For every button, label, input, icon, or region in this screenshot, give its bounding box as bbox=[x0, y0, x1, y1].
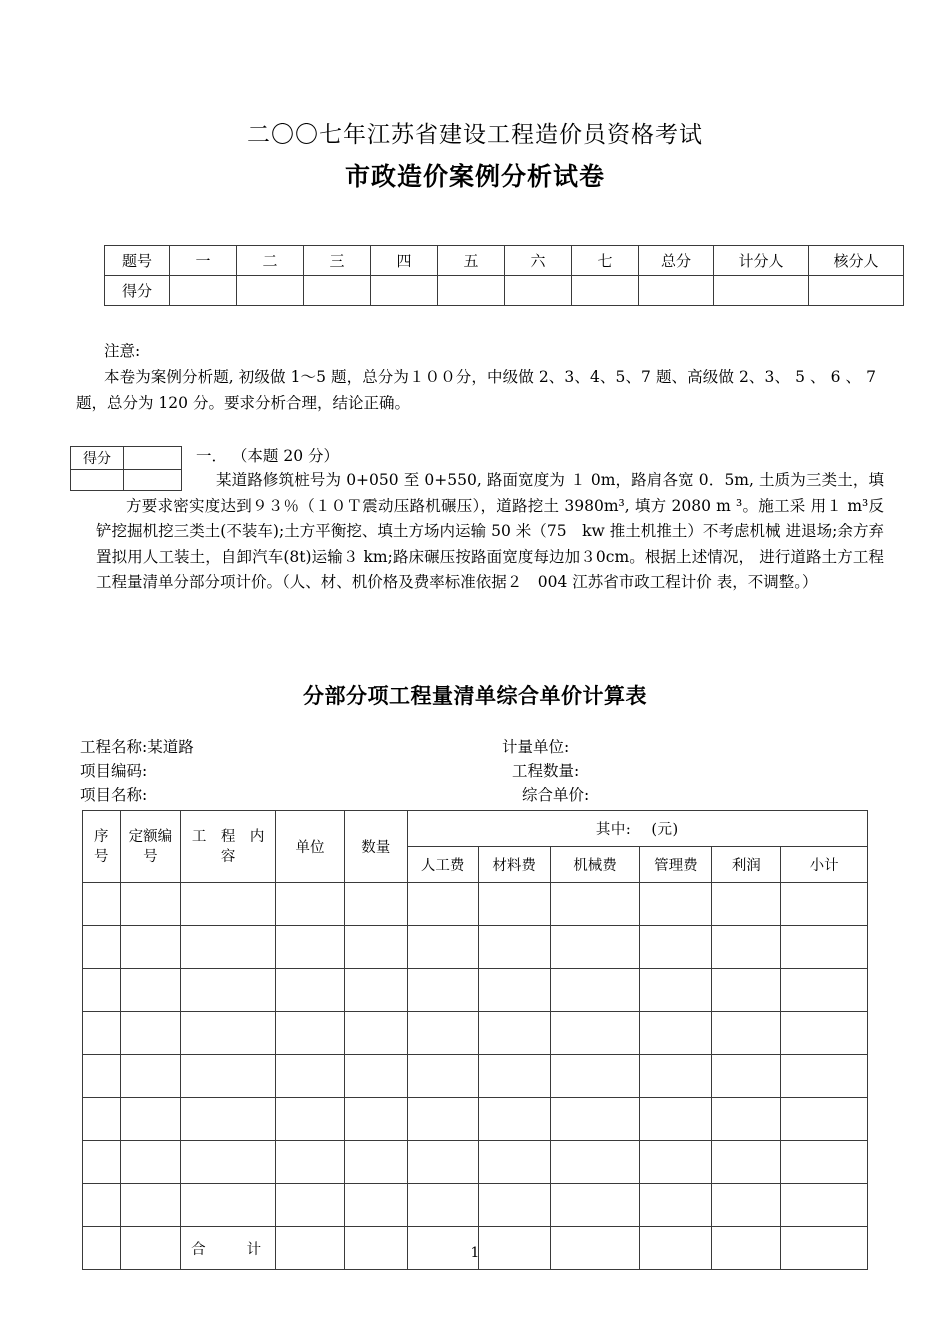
score-table-container bbox=[104, 245, 879, 306]
col-header-work-content bbox=[181, 811, 276, 883]
form-meta-row-2 bbox=[80, 759, 880, 783]
cell-sequence[interactable] bbox=[83, 1141, 121, 1184]
cell-subtotal[interactable] bbox=[781, 1184, 868, 1227]
score-header-total: 总分 bbox=[639, 246, 714, 276]
cell-subtotal[interactable] bbox=[781, 926, 868, 969]
cell-management-fee[interactable] bbox=[640, 1012, 712, 1055]
cell-profit[interactable] bbox=[712, 926, 781, 969]
table-row bbox=[83, 1012, 868, 1055]
score-header-q3: 三 bbox=[304, 246, 371, 276]
table-row bbox=[83, 1141, 868, 1184]
cell-machine-cost[interactable] bbox=[550, 1141, 640, 1184]
col-header-quota-code-line2: 号 bbox=[143, 848, 158, 865]
form-title: 分部分项工程量清单综合单价计算表 bbox=[303, 684, 647, 708]
cell-subtotal[interactable] bbox=[781, 1012, 868, 1055]
cell-unit[interactable] bbox=[276, 926, 345, 969]
cell-labor-cost[interactable] bbox=[407, 1141, 478, 1184]
cell-machine-cost[interactable] bbox=[550, 926, 640, 969]
measure-unit-label: 计量单位: bbox=[502, 738, 570, 756]
comprehensive-unit-price-field bbox=[522, 783, 589, 807]
cell-material-cost[interactable] bbox=[478, 1012, 550, 1055]
score-row-label: 得分 bbox=[105, 276, 170, 306]
page-title: 市政造价案例分析试卷 bbox=[344, 162, 605, 191]
table-header-row-1 bbox=[83, 811, 868, 847]
score-header-q2: 二 bbox=[237, 246, 304, 276]
score-cell-checker[interactable] bbox=[809, 276, 904, 306]
cell-quantity[interactable] bbox=[344, 883, 407, 926]
table-row bbox=[83, 926, 868, 969]
cell-quantity[interactable] bbox=[344, 926, 407, 969]
cell-subtotal[interactable] bbox=[781, 1055, 868, 1098]
item-name-label: 项目名称: bbox=[80, 786, 148, 804]
cell-work-content[interactable] bbox=[181, 969, 276, 1012]
cell-machine-cost[interactable] bbox=[550, 883, 640, 926]
col-header-quota-code bbox=[120, 811, 181, 883]
project-name-label: 工程名称: bbox=[80, 738, 148, 756]
col-header-machine-cost: 机械费 bbox=[550, 847, 640, 883]
table-row bbox=[71, 447, 182, 470]
notice-body: 本卷为案例分析题, 初级做 1〜5 题，总分为１００分，中级做 2、3、4、5、7 题、高级做 2、3、 5 、 6 、 7 题，总分为 120 分。要求分析合理，结论正确。 bbox=[76, 368, 876, 412]
table-row-score bbox=[105, 276, 904, 306]
col-header-sequence-line1: 序 bbox=[94, 828, 109, 845]
score-header-checker: 核分人 bbox=[809, 246, 904, 276]
cell-unit[interactable] bbox=[276, 1098, 345, 1141]
question-1-heading: 一． （本题 20 分） bbox=[196, 447, 340, 465]
cell-labor-cost[interactable] bbox=[407, 883, 478, 926]
cell-sequence[interactable] bbox=[83, 1098, 121, 1141]
score-cell-q6[interactable] bbox=[505, 276, 572, 306]
score-header-q4: 四 bbox=[371, 246, 438, 276]
cell-profit[interactable] bbox=[712, 1012, 781, 1055]
table-row bbox=[83, 1184, 868, 1227]
score-header-scorer: 计分人 bbox=[714, 246, 809, 276]
cell-work-content[interactable] bbox=[181, 1141, 276, 1184]
cell-sequence[interactable] bbox=[83, 926, 121, 969]
cell-unit[interactable] bbox=[276, 1012, 345, 1055]
cell-machine-cost[interactable] bbox=[550, 1055, 640, 1098]
notice-block bbox=[76, 338, 876, 416]
item-name-field bbox=[80, 783, 147, 807]
project-code-field bbox=[80, 759, 147, 783]
form-meta-block bbox=[80, 735, 880, 807]
cell-subtotal[interactable] bbox=[781, 883, 868, 926]
col-header-material-cost: 材料费 bbox=[478, 847, 550, 883]
cell-sequence[interactable] bbox=[83, 1055, 121, 1098]
calculation-table-container bbox=[82, 810, 868, 1270]
cell-material-cost[interactable] bbox=[478, 1141, 550, 1184]
cell-labor-cost[interactable] bbox=[407, 1012, 478, 1055]
project-name-field bbox=[80, 735, 194, 759]
cell-material-cost[interactable] bbox=[478, 969, 550, 1012]
cell-labor-cost[interactable] bbox=[407, 1055, 478, 1098]
document-title-block bbox=[0, 118, 950, 195]
table-row bbox=[83, 1098, 868, 1141]
score-cell-q4[interactable] bbox=[371, 276, 438, 306]
col-header-sequence bbox=[83, 811, 121, 883]
cell-unit[interactable] bbox=[276, 1055, 345, 1098]
exam-subtitle: 二〇〇七年江苏省建设工程造价员资格考试 bbox=[247, 122, 703, 148]
score-header-q5: 五 bbox=[438, 246, 505, 276]
cell-machine-cost[interactable] bbox=[550, 1184, 640, 1227]
cell-quota-code[interactable] bbox=[120, 1184, 181, 1227]
cell-unit[interactable] bbox=[276, 883, 345, 926]
table-row bbox=[83, 969, 868, 1012]
cell-quota-code[interactable] bbox=[120, 883, 181, 926]
score-cell-q1[interactable] bbox=[170, 276, 237, 306]
form-meta-row-1 bbox=[80, 735, 880, 759]
cell-sequence[interactable] bbox=[83, 883, 121, 926]
cell-profit[interactable] bbox=[712, 1141, 781, 1184]
cell-management-fee[interactable] bbox=[640, 1055, 712, 1098]
table-row-header bbox=[105, 246, 904, 276]
question-1-body bbox=[96, 468, 884, 596]
total-row-label: 合 计 bbox=[181, 1227, 276, 1270]
score-header-question-no: 题号 bbox=[105, 246, 170, 276]
cell-labor-cost[interactable] bbox=[407, 1098, 478, 1141]
table-row bbox=[83, 1055, 868, 1098]
score-cell-scorer[interactable] bbox=[714, 276, 809, 306]
score-table bbox=[104, 245, 904, 306]
col-header-quota-code-line1: 定额编 bbox=[128, 828, 173, 845]
cell-material-cost[interactable] bbox=[478, 1055, 550, 1098]
calculation-table-body bbox=[83, 883, 868, 1227]
col-header-quantity: 数量 bbox=[344, 811, 407, 883]
cell-subtotal[interactable] bbox=[781, 1098, 868, 1141]
cell-machine-cost[interactable] bbox=[550, 1012, 640, 1055]
cell-work-content[interactable] bbox=[181, 1184, 276, 1227]
question-1-line-3: 用１ m³反铲挖掘机挖三类土(不装车);土方平衡挖、填土方场内运输 50 米（75 kw 推土机推土）不考虑机械 bbox=[96, 496, 885, 540]
col-header-profit: 利润 bbox=[712, 847, 781, 883]
cell-work-content[interactable] bbox=[181, 1012, 276, 1055]
col-header-group-breakdown: 其中: (元) bbox=[407, 811, 867, 847]
table-row bbox=[83, 883, 868, 926]
cell-machine-cost[interactable] bbox=[550, 1098, 640, 1141]
cell-profit[interactable] bbox=[712, 969, 781, 1012]
cell-machine-cost[interactable] bbox=[550, 969, 640, 1012]
cell-profit[interactable] bbox=[712, 883, 781, 926]
score-cell-total[interactable] bbox=[639, 276, 714, 306]
cell-quota-code[interactable] bbox=[120, 1012, 181, 1055]
cell-subtotal[interactable] bbox=[781, 1141, 868, 1184]
cell-quota-code[interactable] bbox=[120, 969, 181, 1012]
measure-unit-field bbox=[502, 735, 569, 759]
cell-sequence[interactable] bbox=[83, 969, 121, 1012]
cell-labor-cost[interactable] bbox=[407, 969, 478, 1012]
project-quantity-field bbox=[512, 759, 579, 783]
question-1-score-label: 得分 bbox=[71, 447, 124, 470]
cell-work-content[interactable] bbox=[181, 1055, 276, 1098]
notice-heading: 注意: bbox=[104, 342, 141, 360]
question-1-line-4: 进退场;余方弃置拟用人工装土，自卸汽车(8t)运输３ km;路床碾压按路面宽度每边加３0cm。根据上述情况， bbox=[96, 522, 884, 566]
cell-work-content[interactable] bbox=[181, 883, 276, 926]
cell-profit[interactable] bbox=[712, 1098, 781, 1141]
cell-profit[interactable] bbox=[712, 1055, 781, 1098]
cell-quantity[interactable] bbox=[344, 1055, 407, 1098]
cell-unit[interactable] bbox=[276, 1141, 345, 1184]
cell-material-cost[interactable] bbox=[478, 1184, 550, 1227]
cell-management-fee[interactable] bbox=[640, 1141, 712, 1184]
project-quantity-label: 工程数量: bbox=[512, 762, 580, 780]
cell-management-fee[interactable] bbox=[640, 969, 712, 1012]
cell-quota-code[interactable] bbox=[120, 1055, 181, 1098]
cell-material-cost[interactable] bbox=[478, 1098, 550, 1141]
cell-management-fee[interactable] bbox=[640, 926, 712, 969]
cell-quantity[interactable] bbox=[344, 1184, 407, 1227]
project-name-value[interactable]: 某道路 bbox=[147, 738, 194, 756]
cell-quantity[interactable] bbox=[344, 1012, 407, 1055]
form-meta-row-3 bbox=[80, 783, 880, 807]
col-header-subtotal: 小计 bbox=[781, 847, 868, 883]
question-1-line-6: 表，不调整。） bbox=[716, 573, 818, 591]
cell-labor-cost[interactable] bbox=[407, 1184, 478, 1227]
cell-quantity[interactable] bbox=[344, 1098, 407, 1141]
cell-sequence[interactable] bbox=[83, 1184, 121, 1227]
col-header-sequence-line2: 号 bbox=[94, 848, 109, 865]
cell-labor-cost[interactable] bbox=[407, 926, 478, 969]
cell-profit[interactable] bbox=[712, 1184, 781, 1227]
cell-work-content[interactable] bbox=[181, 1098, 276, 1141]
project-code-label: 项目编码: bbox=[80, 762, 148, 780]
score-cell-q3[interactable] bbox=[304, 276, 371, 306]
score-header-q1: 一 bbox=[170, 246, 237, 276]
question-1-score-value[interactable] bbox=[124, 447, 182, 470]
col-header-management-fee: 管理费 bbox=[640, 847, 712, 883]
col-header-work-content-line1: 工 程 内 bbox=[191, 828, 265, 845]
cell-unit[interactable] bbox=[276, 969, 345, 1012]
score-cell-q2[interactable] bbox=[237, 276, 304, 306]
col-header-labor-cost: 人工费 bbox=[407, 847, 478, 883]
cell-material-cost[interactable] bbox=[478, 883, 550, 926]
cell-sequence[interactable] bbox=[83, 1012, 121, 1055]
col-header-work-content-line2: 容 bbox=[220, 848, 236, 865]
cell-quantity[interactable] bbox=[344, 969, 407, 1012]
cell-management-fee[interactable] bbox=[640, 1184, 712, 1227]
comprehensive-unit-price-table bbox=[82, 810, 868, 1270]
col-header-unit: 单位 bbox=[276, 811, 345, 883]
question-1-line-5: 进行道路土方工程工程量清单分部分项计价。（人、材、机价格及费率标准依据２ 004 江苏省市政工程计价 bbox=[96, 547, 884, 591]
cell-management-fee[interactable] bbox=[640, 1098, 712, 1141]
comprehensive-unit-price-label: 综合单价: bbox=[522, 786, 590, 804]
cell-work-content[interactable] bbox=[181, 926, 276, 969]
cell-management-fee[interactable] bbox=[640, 883, 712, 926]
cell-quantity[interactable] bbox=[344, 1141, 407, 1184]
cell-unit[interactable] bbox=[276, 1184, 345, 1227]
question-1-line-2: 方要求密实度达到９３％（１０Ｔ震动压路机碾压），道路挖土 3980m³, 填方 2080 m ³。施工采 bbox=[126, 496, 806, 515]
question-1-line-1: 某道路修筑桩号为 0+050 至 0+550, 路面宽度为 １ 0m，路肩各宽 0．5m, 土质为三类土，填 bbox=[216, 471, 884, 489]
score-header-q6: 六 bbox=[505, 246, 572, 276]
cell-quota-code[interactable] bbox=[120, 1141, 181, 1184]
cell-quota-code[interactable] bbox=[120, 1098, 181, 1141]
page-number: 1 bbox=[470, 1245, 480, 1261]
cell-material-cost[interactable] bbox=[478, 926, 550, 969]
score-cell-q5[interactable] bbox=[438, 276, 505, 306]
score-cell-q7[interactable] bbox=[572, 276, 639, 306]
cell-quota-code[interactable] bbox=[120, 926, 181, 969]
cell-subtotal[interactable] bbox=[781, 969, 868, 1012]
score-header-q7: 七 bbox=[572, 246, 639, 276]
